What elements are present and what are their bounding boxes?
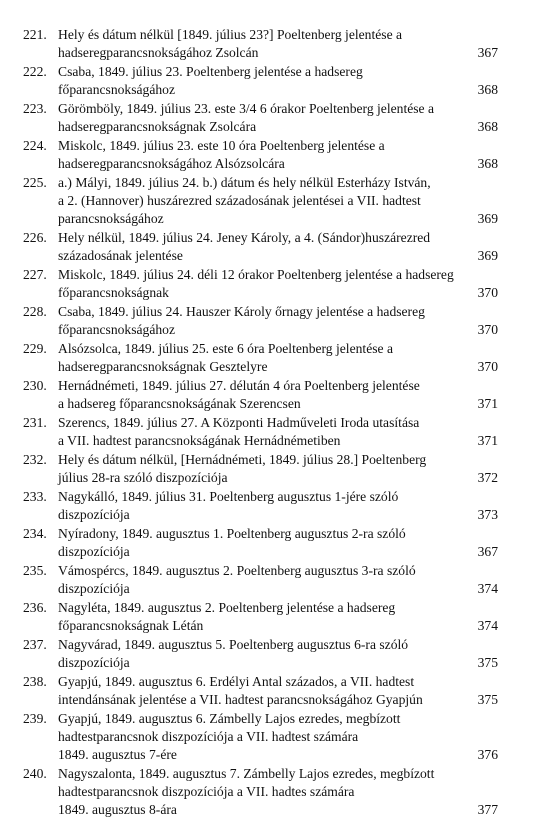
entry-text: főparancsnokságához [58, 82, 176, 97]
entry-number: 222. [23, 64, 47, 79]
toc-entry-line [0, 26, 536, 44]
toc-entry-line [0, 451, 536, 469]
toc-entry-line [0, 81, 536, 99]
toc-entry-line [0, 562, 536, 580]
toc-entry-line [0, 100, 536, 118]
toc-entry [0, 451, 536, 487]
entry-text: Nagyvárad, 1849. augusztus 5. Poeltenberg augusztus 6-ra szóló [58, 637, 409, 652]
toc-entry-line [0, 783, 536, 801]
toc-entry-line [0, 765, 536, 783]
page-number: 371 [477, 396, 498, 411]
entry-number: 231. [23, 415, 47, 430]
page-number: 370 [477, 285, 498, 300]
entry-text: a.) Mályi, 1849. július 24. b.) dátum és hely nélkül Esterházy István, [58, 175, 431, 190]
entry-text: parancsnokságához [58, 211, 164, 226]
toc-entry-line [0, 192, 536, 210]
toc-entry [0, 377, 536, 413]
entry-text: Nagyszalonta, 1849. augusztus 7. Zámbelly Lajos ezredes, megbízott [58, 766, 435, 781]
page-number: 370 [477, 322, 498, 337]
entry-number: 235. [23, 563, 47, 578]
entry-text: Gyapjú, 1849. augusztus 6. Zámbelly Lajos ezredes, megbízott [58, 711, 401, 726]
entry-text: századosának jelentése [58, 248, 183, 263]
entry-text: főparancsnokságnak Létán [58, 618, 204, 633]
page-number: 373 [477, 507, 498, 522]
toc-entry-line [0, 469, 536, 487]
entry-text: Görömböly, 1849. július 23. este 3/4 6 órakor Poeltenberg jelentése a [58, 101, 435, 116]
toc-entry-line [0, 599, 536, 617]
toc-entry [0, 673, 536, 709]
entry-text: diszpozíciója [58, 544, 130, 559]
entry-text: főparancsnokságához [58, 322, 176, 337]
toc-entry-line [0, 636, 536, 654]
entry-text: Csaba, 1849. július 23. Poeltenberg jelentése a hadsereg [58, 64, 363, 79]
entry-text: hadtestparancsnok diszpozíciója a VII. hadtes számára [58, 784, 355, 799]
toc-entry-line [0, 303, 536, 321]
toc-entry-line [0, 710, 536, 728]
entry-number: 233. [23, 489, 47, 504]
entry-number: 236. [23, 600, 47, 615]
page-number: 374 [477, 581, 498, 596]
entry-number: 234. [23, 526, 47, 541]
page-number: 367 [477, 45, 498, 60]
entry-text: hadtestparancsnok diszpozíciója a VII. hadtest számára [58, 729, 359, 744]
page-number: 375 [477, 692, 498, 707]
entry-number: 226. [23, 230, 47, 245]
entry-number: 238. [23, 674, 47, 689]
page-number: 368 [477, 119, 498, 134]
page-number: 377 [477, 802, 498, 817]
page-number: 370 [477, 359, 498, 374]
toc-entry-line [0, 746, 536, 764]
toc-entry [0, 100, 536, 136]
toc-entry-line [0, 284, 536, 302]
entry-number: 232. [23, 452, 47, 467]
toc-entry-line [0, 174, 536, 192]
entry-number: 239. [23, 711, 47, 726]
entry-text: Alsózsolca, 1849. július 25. este 6 óra Poeltenberg jelentése a [58, 341, 393, 356]
toc-entry-line [0, 266, 536, 284]
entry-number: 229. [23, 341, 47, 356]
toc-entry-line [0, 414, 536, 432]
toc-entry-line [0, 321, 536, 339]
entry-text: a hadsereg főparancsnokságának Szerencsen [58, 396, 301, 411]
toc-entry-line [0, 654, 536, 672]
toc-entry [0, 137, 536, 173]
toc-entry-line [0, 137, 536, 155]
entry-number: 228. [23, 304, 47, 319]
page-number: 375 [477, 655, 498, 670]
toc-entry [0, 63, 536, 99]
entry-text: Hely és dátum nélkül, [Hernádnémeti, 1849. július 28.] Poeltenberg [58, 452, 427, 467]
entry-text: hadseregparancsnokságnak Gesztelyre [58, 359, 268, 374]
toc-entry-line [0, 543, 536, 561]
entry-number: 237. [23, 637, 47, 652]
entry-number: 230. [23, 378, 47, 393]
entry-text: diszpozíciója [58, 581, 130, 596]
toc-entry-line [0, 525, 536, 543]
entry-text: főparancsnokságnak [58, 285, 169, 300]
toc-entry-line [0, 432, 536, 450]
entry-text: Szerencs, 1849. július 27. A Központi Hadműveleti Iroda utasítása [58, 415, 420, 430]
entry-text: Csaba, 1849. július 24. Hauszer Károly őrnagy jelentése a hadsereg [58, 304, 425, 319]
toc-entry [0, 525, 536, 561]
table-of-contents [0, 26, 536, 820]
entry-text: diszpozíciója [58, 655, 130, 670]
toc-entry [0, 599, 536, 635]
toc-entry-line [0, 728, 536, 746]
toc-entry [0, 562, 536, 598]
toc-entry-line [0, 340, 536, 358]
entry-number: 227. [23, 267, 47, 282]
entry-text: Vámospércs, 1849. augusztus 2. Poeltenberg augusztus 3-ra szóló [58, 563, 416, 578]
toc-entry-line [0, 210, 536, 228]
toc-entry-line [0, 580, 536, 598]
entry-text: diszpozíciója [58, 507, 130, 522]
toc-entry [0, 488, 536, 524]
toc-entry [0, 340, 536, 376]
entry-text: Hely nélkül, 1849. július 24. Jeney Károly, a 4. (Sándor)huszárezred [58, 230, 431, 245]
page-number: 369 [477, 248, 498, 263]
toc-entry-line [0, 691, 536, 709]
toc-entry [0, 303, 536, 339]
toc-entry-line [0, 801, 536, 819]
entry-text: hadseregparancsnokságához Zsolcán [58, 45, 259, 60]
toc-entry [0, 174, 536, 228]
entry-text: Hernádnémeti, 1849. július 27. délután 4 óra Poeltenberg jelentése [58, 378, 420, 393]
entry-text: Nyíradony, 1849. augusztus 1. Poeltenberg augusztus 2-ra szóló [58, 526, 406, 541]
entry-number: 225. [23, 175, 47, 190]
toc-entry-line [0, 63, 536, 81]
entry-text: 1849. augusztus 8-ára [58, 802, 177, 817]
entry-number: 223. [23, 101, 47, 116]
toc-entry-line [0, 395, 536, 413]
toc-entry-line [0, 617, 536, 635]
toc-entry-line [0, 229, 536, 247]
toc-entry [0, 710, 536, 764]
entry-text: 1849. augusztus 7-ére [58, 747, 177, 762]
toc-entry [0, 229, 536, 265]
entry-number: 240. [23, 766, 47, 781]
entry-text: intendánsának jelentése a VII. hadtest parancsnokságához Gyapjún [58, 692, 423, 707]
page-number: 372 [477, 470, 498, 485]
page-number: 376 [477, 747, 498, 762]
entry-number: 221. [23, 27, 47, 42]
page-number: 371 [477, 433, 498, 448]
entry-text: Nagyléta, 1849. augusztus 2. Poeltenberg jelentése a hadsereg [58, 600, 396, 615]
entry-number: 224. [23, 138, 47, 153]
toc-entry [0, 765, 536, 819]
toc-entry-line [0, 377, 536, 395]
toc-entry-line [0, 358, 536, 376]
entry-text: hadseregparancsnokságához Alsózsolcára [58, 156, 285, 171]
toc-entry-line [0, 673, 536, 691]
toc-entry-line [0, 506, 536, 524]
entry-text: Miskolc, 1849. július 23. este 10 óra Poeltenberg jelentése a [58, 138, 385, 153]
entry-text: hadseregparancsnokságnak Zsolcára [58, 119, 257, 134]
entry-text: a 2. (Hannover) huszárezred századosának jelentései a VII. hadtest [58, 193, 421, 208]
toc-entry-line [0, 155, 536, 173]
entry-text: Miskolc, 1849. július 24. déli 12 órakor Poeltenberg jelentése a hadsereg [58, 267, 454, 282]
page-number: 374 [477, 618, 498, 633]
page-number: 367 [477, 544, 498, 559]
toc-entry-line [0, 44, 536, 62]
entry-text: Hely és dátum nélkül [1849. július 23?] Poeltenberg jelentése a [58, 27, 403, 42]
page-number: 369 [477, 211, 498, 226]
toc-entry [0, 414, 536, 450]
toc-entry-line [0, 247, 536, 265]
toc-entry [0, 26, 536, 62]
toc-entry [0, 636, 536, 672]
entry-text: Gyapjú, 1849. augusztus 6. Erdélyi Antal százados, a VII. hadtest [58, 674, 415, 689]
toc-entry-line [0, 488, 536, 506]
page-number: 368 [477, 82, 498, 97]
toc-entry-line [0, 118, 536, 136]
toc-entry [0, 266, 536, 302]
entry-text: Nagykálló, 1849. július 31. Poeltenberg augusztus 1-jére szóló [58, 489, 399, 504]
entry-text: a VII. hadtest parancsnokságának Hernádnémetiben [58, 433, 341, 448]
entry-text: július 28-ra szóló diszpozíciója [58, 470, 228, 485]
page-number: 368 [477, 156, 498, 171]
